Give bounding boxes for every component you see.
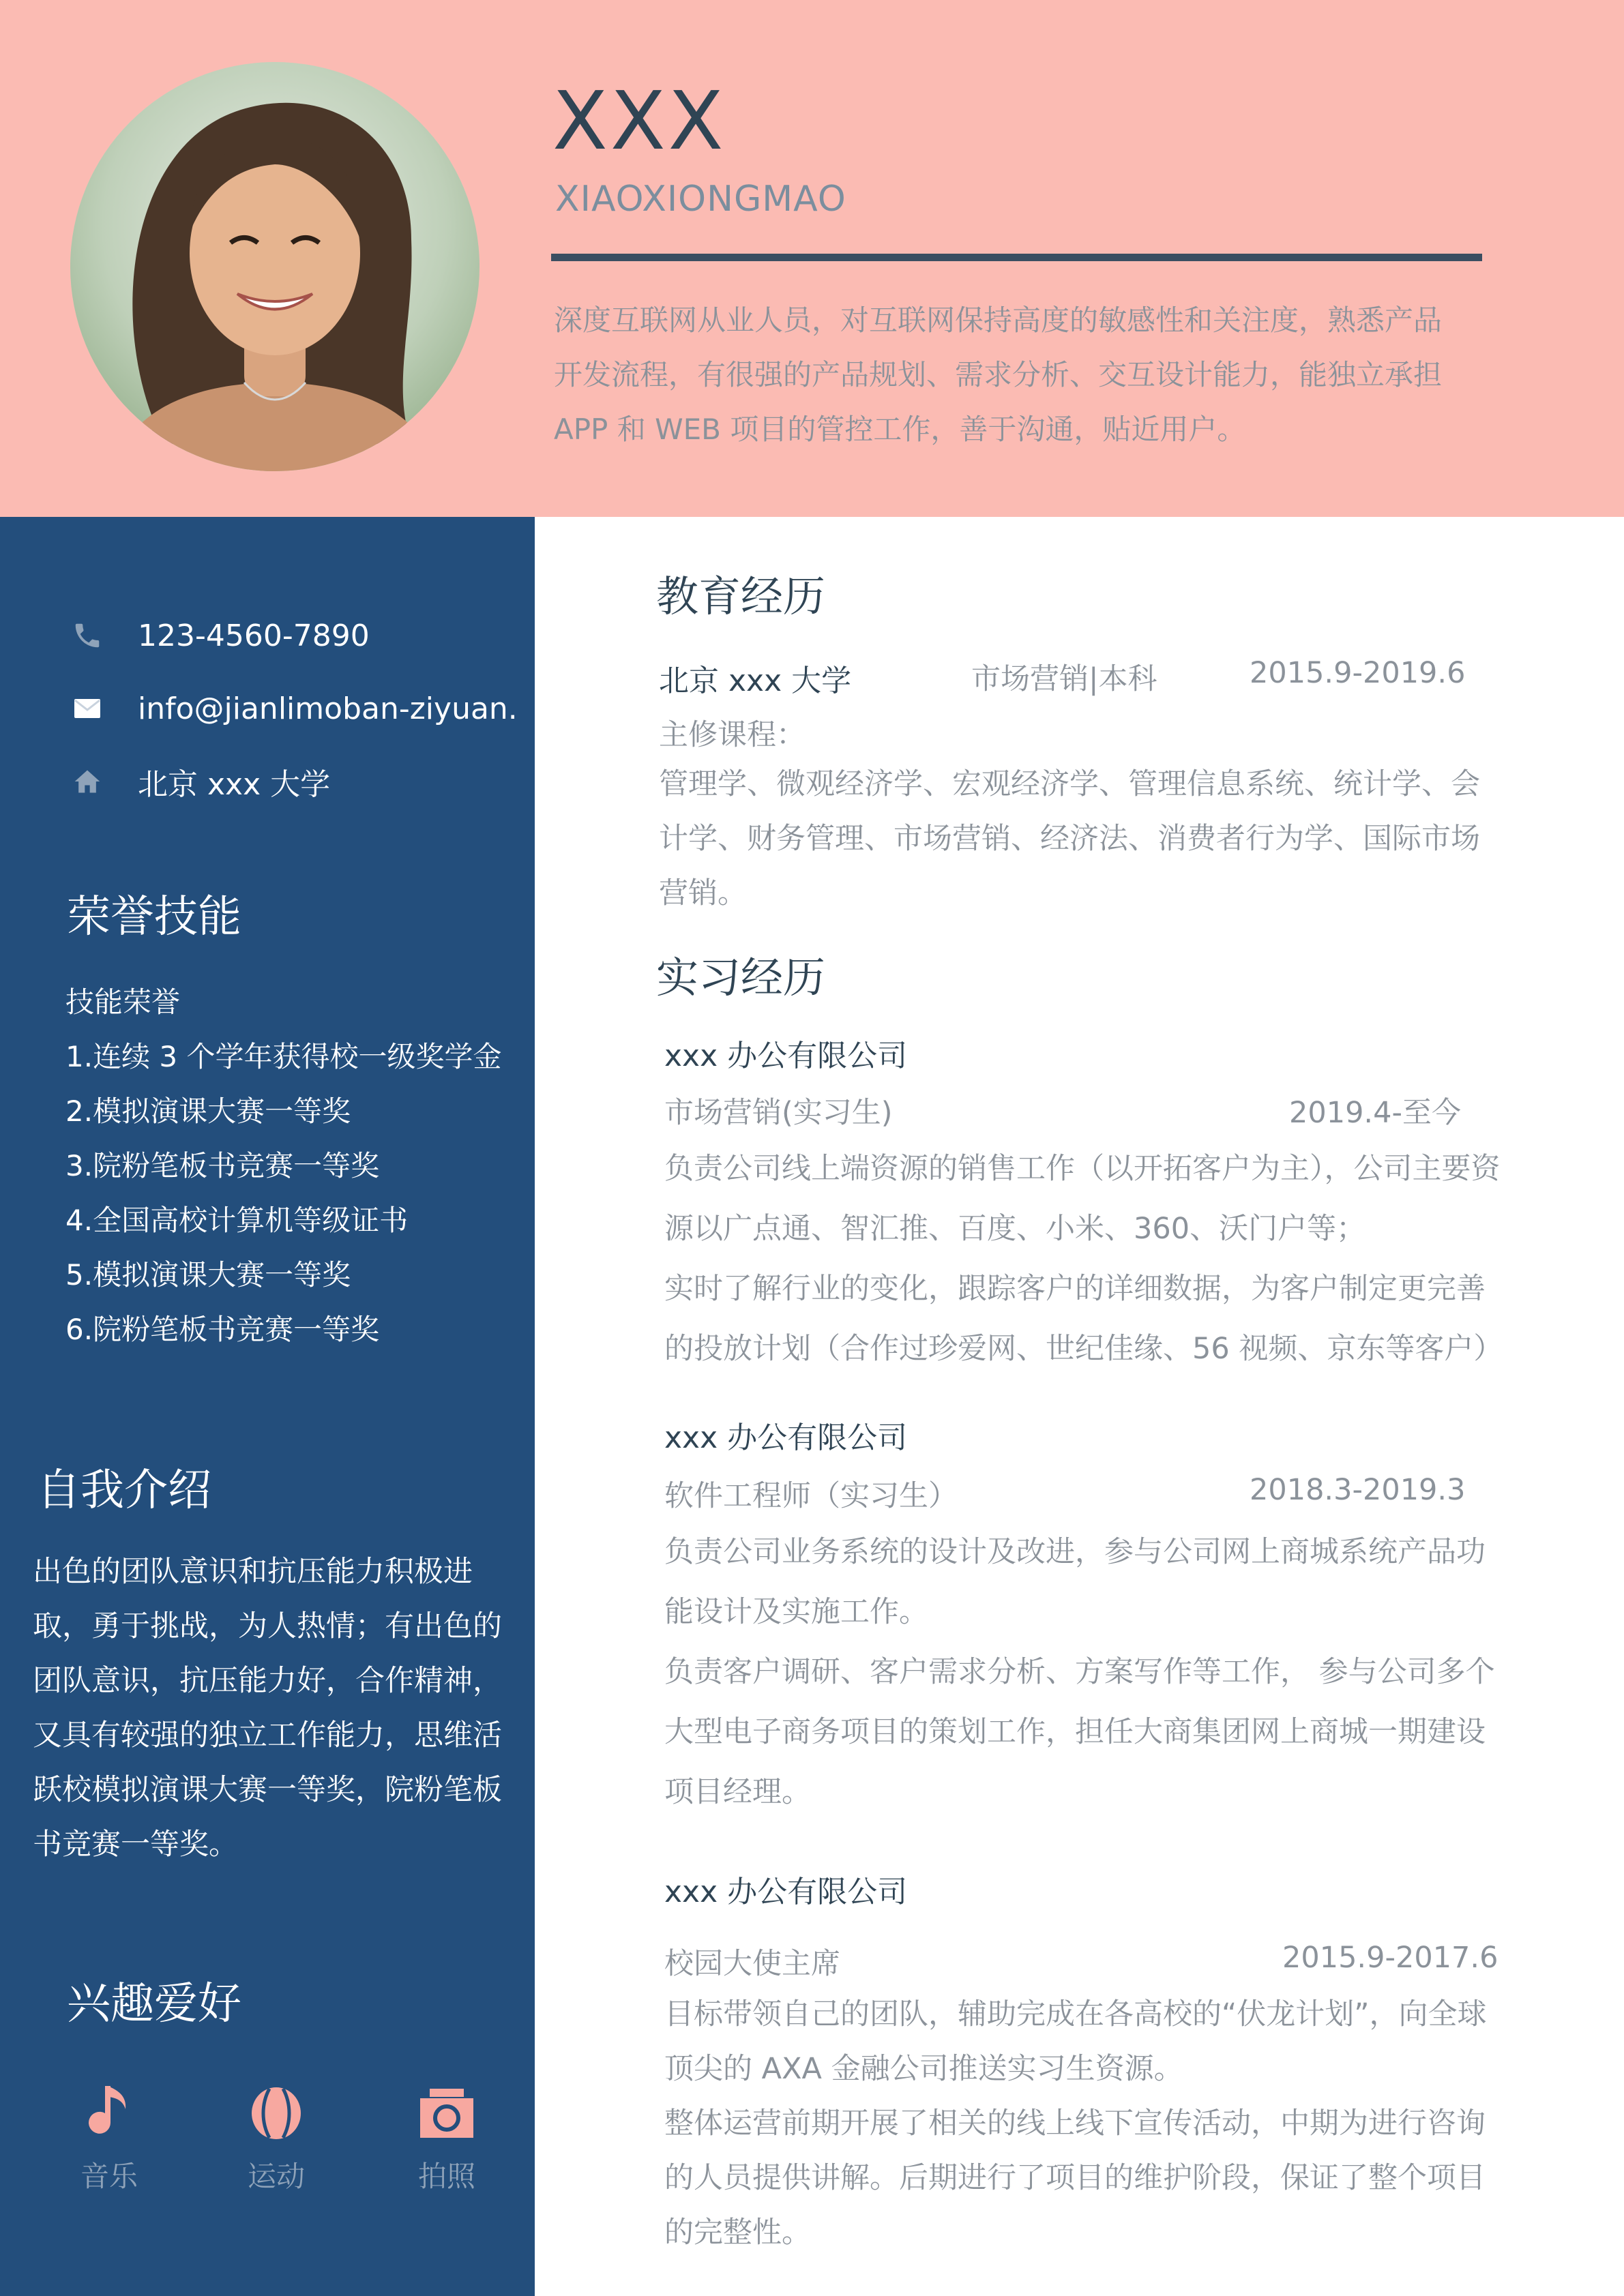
job-line: 的投放计划（合作过珍爱网、世纪佳缘、56 视频、京东等客户） — [664, 1332, 1503, 1366]
internship-title: 实习经历 — [656, 953, 826, 1002]
intro-title: 自我介绍 — [37, 1465, 211, 1516]
honors-title: 荣誉技能 — [67, 892, 241, 942]
intro-line: 又具有较强的独立工作能力，思维活 — [33, 1718, 502, 1753]
job-line: 大型电子商务项目的策划工作，担任大商集团网上商城一期建设 — [664, 1715, 1486, 1749]
job-period: 2018.3-2019.3 — [1250, 1473, 1466, 1507]
hobby-label: 运动 — [247, 2160, 305, 2193]
job-line: 能设计及实施工作。 — [664, 1595, 928, 1629]
camera-icon — [417, 2083, 476, 2142]
email-address: info@jianlimoban-ziyuan. — [138, 691, 518, 726]
job-description — [664, 1139, 1531, 1379]
job-line: 顶尖的 AXA 金融公司推送实习生资源。 — [664, 2052, 1183, 2086]
job-company: xxx 办公有限公司 — [664, 1039, 908, 1073]
job-description — [664, 1987, 1531, 2260]
edu-period: 2015.9-2019.6 — [1250, 656, 1466, 690]
job-line: 项目经理。 — [664, 1775, 811, 1809]
edu-school: 北京 xxx 大学 — [659, 664, 852, 698]
honors-subtitle: 技能荣誉 — [65, 985, 181, 1019]
course-line: 计学、财务管理、市场营销、经济法、消费者行为学、国际市场 — [659, 822, 1480, 856]
intro-text — [33, 1545, 510, 1872]
applicant-pinyin: XIAOXIONGMAO — [555, 179, 846, 220]
job-line: 整体运营前期开展了相关的线上线下宣传活动，中期为进行咨询 — [664, 2106, 1486, 2141]
ball-icon — [249, 2083, 304, 2142]
job-line: 实时了解行业的变化，跟踪客户的详细数据，为客户制定更完善 — [664, 1272, 1486, 1306]
profile-photo — [70, 62, 479, 471]
job-company: xxx 办公有限公司 — [664, 1420, 908, 1455]
honor-item: 1.连续 3 个学年获得校一级奖学金 — [65, 1040, 502, 1073]
summary-line: 开发流程，有很强的产品规划、需求分析、交互设计能力，能独立承担 — [554, 358, 1443, 391]
edu-major: 市场营销|本科 — [971, 662, 1157, 696]
job-role: 市场营销(实习生) — [664, 1096, 893, 1130]
job-line: 目标带领自己的团队，辅助完成在各高校的“伏龙计划”，向全球 — [664, 1997, 1487, 2031]
home-icon — [68, 762, 106, 801]
job-period: 2015.9-2017.6 — [1282, 1941, 1498, 1975]
honors-list — [65, 975, 502, 1357]
address-text: 北京 xxx 大学 — [138, 767, 331, 802]
intro-line: 书竞赛一等奖。 — [33, 1828, 238, 1862]
hobby-label: 音乐 — [80, 2160, 138, 2193]
honor-item: 4.全国高校计算机等级证书 — [65, 1204, 409, 1237]
job-line: 源以广点通、智汇推、百度、小米、360、沃门户等； — [664, 1212, 1366, 1246]
job-description — [664, 1522, 1531, 1822]
edu-courses — [659, 757, 1525, 921]
intro-line: 出色的团队意识和抗压能力积极进 — [33, 1555, 473, 1589]
honor-item: 3.院粉笔板书竞赛一等奖 — [65, 1149, 380, 1182]
hobby-music — [55, 2083, 164, 2195]
applicant-name: XXX — [552, 74, 726, 168]
header-divider — [551, 254, 1482, 261]
contact-email — [68, 688, 518, 729]
job-company: xxx 办公有限公司 — [664, 1875, 908, 1909]
course-line: 管理学、微观经济学、宏观经济学、管理信息系统、统计学、会 — [659, 767, 1480, 801]
course-line: 营销。 — [659, 876, 747, 910]
education-title: 教育经历 — [656, 571, 826, 621]
job-line: 负责公司业务系统的设计及改进，参与公司网上商城系统产品功 — [664, 1535, 1486, 1569]
profile-summary — [554, 293, 1509, 457]
phone-number: 123-4560-7890 — [138, 618, 370, 653]
intro-line: 取，勇于挑战，为人热情；有出色的 — [33, 1609, 502, 1643]
honor-item: 5.模拟演课大赛一等奖 — [65, 1258, 351, 1292]
job-line: 的完整性。 — [664, 2216, 811, 2250]
contact-address — [68, 761, 330, 802]
job-line: 负责客户调研、客户需求分析、方案写作等工作， 参与公司多个 — [664, 1655, 1495, 1689]
phone-icon — [68, 616, 106, 655]
intro-line: 团队意识，抗压能力好，合作精神， — [33, 1664, 502, 1698]
job-line: 的人员提供讲解。后期进行了项目的维护阶段，保证了整个项目 — [664, 2161, 1486, 2195]
edu-courses-label: 主修课程： — [659, 718, 806, 752]
hobby-photo — [392, 2083, 501, 2195]
honor-item: 6.院粉笔板书竞赛一等奖 — [65, 1313, 380, 1346]
job-line: 负责公司线上端资源的销售工作（以开拓客户为主），公司主要资 — [664, 1152, 1501, 1186]
summary-line: APP 和 WEB 项目的管控工作，善于沟通，贴近用户。 — [554, 413, 1246, 446]
hobby-sport — [222, 2083, 331, 2195]
hobby-label: 拍照 — [417, 2160, 475, 2193]
job-role: 校园大使主席 — [664, 1947, 840, 1981]
honor-item: 2.模拟演课大赛一等奖 — [65, 1094, 351, 1128]
job-period: 2019.4-至今 — [1289, 1096, 1461, 1130]
summary-line: 深度互联网从业人员，对互联网保持高度的敏感性和关注度，熟悉产品 — [554, 303, 1443, 337]
music-note-icon — [82, 2083, 136, 2142]
job-role: 软件工程师（实习生） — [664, 1479, 958, 1513]
hobbies-title: 兴趣爱好 — [67, 1979, 241, 2029]
contact-phone — [68, 615, 370, 656]
mail-icon — [68, 689, 106, 728]
intro-line: 跃校模拟演课大赛一等奖，院粉笔板 — [33, 1773, 502, 1807]
